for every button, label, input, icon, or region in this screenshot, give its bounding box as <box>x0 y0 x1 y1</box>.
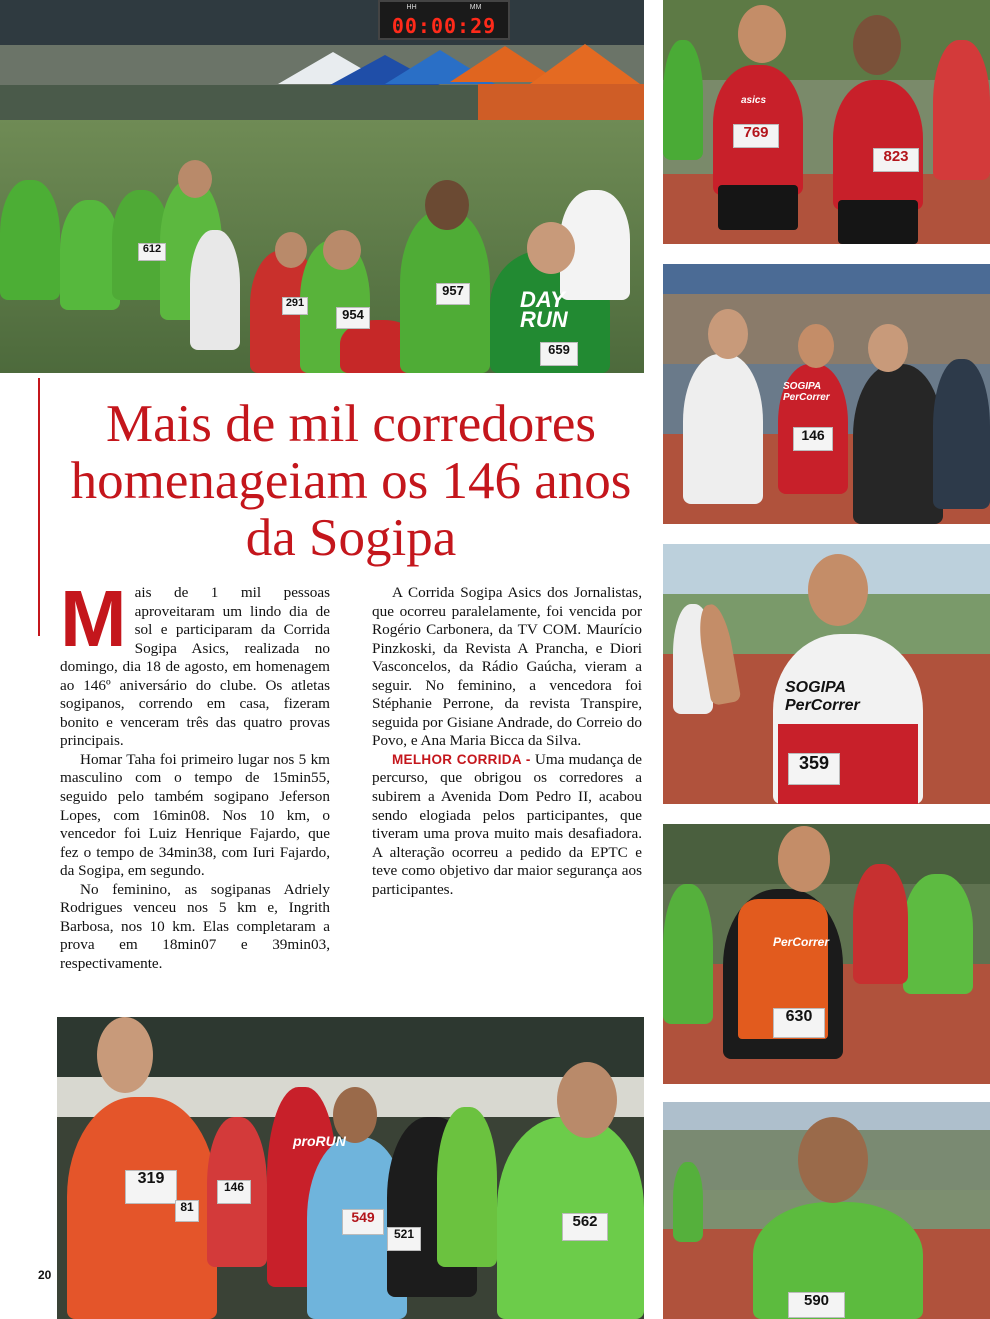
photo-runner-green-shirt <box>663 1102 990 1319</box>
race-bib: 769 <box>733 124 779 148</box>
photo-three-men-posing <box>663 264 990 524</box>
shirt-print: PerCorrer <box>773 935 830 949</box>
race-bib: 359 <box>788 753 840 785</box>
race-bib: 630 <box>773 1008 825 1038</box>
race-bib: 146 <box>793 427 833 451</box>
timer-minutes-label: MM <box>469 4 482 11</box>
article-column-right <box>372 584 642 899</box>
race-bib: 291 <box>282 297 308 315</box>
article-paragraph: Homar Taha foi primeiro lugar nos 5 km masculino com o tempo de 15min55, seguido pelo também sogipano Jeferson Lopes, com 16min08. Nos 10 km, o vencedor foi Luiz Henrique Fajardo, que fez o tempo de 34min38, com Iuri Fajardo, da Sogipa, em segundo. <box>60 750 330 880</box>
shirt-print: SOGIPA PerCorrer <box>785 679 860 714</box>
timer-hours-label: HH <box>406 4 417 11</box>
photo-runner-orange-singlet <box>663 824 990 1084</box>
subhead-paragraph: Uma mudança de percurso, que obrigou os corredores a subirem a Avenida Dom Pedro II, acabou sendo elogiada pelos participantes, que tiveram uma prova muito mais desafiadora. A alteração ocorreu a pedido da EPTC e teve como objetivo dar maior segurança aos participantes. <box>372 750 642 898</box>
race-bib: 81 <box>175 1200 199 1222</box>
photo-runners-group <box>57 1017 644 1319</box>
race-bib: 612 <box>138 243 166 261</box>
page-number: 20 <box>38 1268 52 1282</box>
race-bib: 319 <box>125 1170 177 1204</box>
photo-race-start-crowd <box>0 0 644 373</box>
race-bib: 549 <box>342 1209 384 1235</box>
race-bib: 954 <box>336 307 370 329</box>
race-bib: 562 <box>562 1213 608 1241</box>
brand-logo-text: asics <box>741 95 767 106</box>
article-headline: Mais de mil corredores homenageiam os 146 anos da Sogipa <box>70 395 632 567</box>
section-subhead: MELHOR CORRIDA - <box>392 751 531 767</box>
race-bib: 590 <box>788 1292 845 1318</box>
race-bib: 146 <box>217 1180 251 1204</box>
shirt-print: DAY RUN <box>520 287 568 332</box>
article-paragraph: ais de 1 mil pessoas aproveitaram um lindo dia de sol e participaram da Corrida Sogipa Asics, realizada no domingo, dia 18 de agosto, em homenagem ao 146º aniversário do clube. Os atletas sogipanos, correndo em casa, fizeram bonito e venceram três das quatro provas principais. <box>60 584 330 750</box>
race-bib: 659 <box>540 342 578 366</box>
race-bib: 521 <box>387 1227 421 1251</box>
shirt-print: SOGIPA PerCorrer <box>783 381 830 403</box>
race-bib: 957 <box>436 283 470 305</box>
race-bib: 823 <box>873 148 919 172</box>
timer-digits: 00:00:29 <box>391 14 497 38</box>
article-paragraph: A Corrida Sogipa Asics dos Jornalistas, que ocorreu paralelamente, foi vencida por Rogério Carbonera, da TV COM. Maurício Pinzkoski, da Revista A Prancha, e Diori Vasconcelos, da Rádio Gaúcha, vieram a seguir. No feminino, a vencedora foi Stéphanie Perrone, da revista Transpire, seguida por Gisiane Andrade, do Correio do Povo, e Ana Maria Bicca da Silva. <box>372 584 642 750</box>
article-column-left <box>60 574 330 972</box>
photo-runner-celebrating <box>663 544 990 804</box>
drop-cap: M <box>60 574 127 663</box>
shirt-print: proRUN <box>293 1133 346 1149</box>
race-timer-display <box>378 0 510 40</box>
photo-female-runners <box>663 0 990 244</box>
article-paragraph: No feminino, as sogipanas Adriely Rodrigues venceu nos 5 km e, Ingrith Barbosa, nos 10 km. Elas completaram a prova em 18min07 e 39min03, respectivamente. <box>60 880 330 972</box>
